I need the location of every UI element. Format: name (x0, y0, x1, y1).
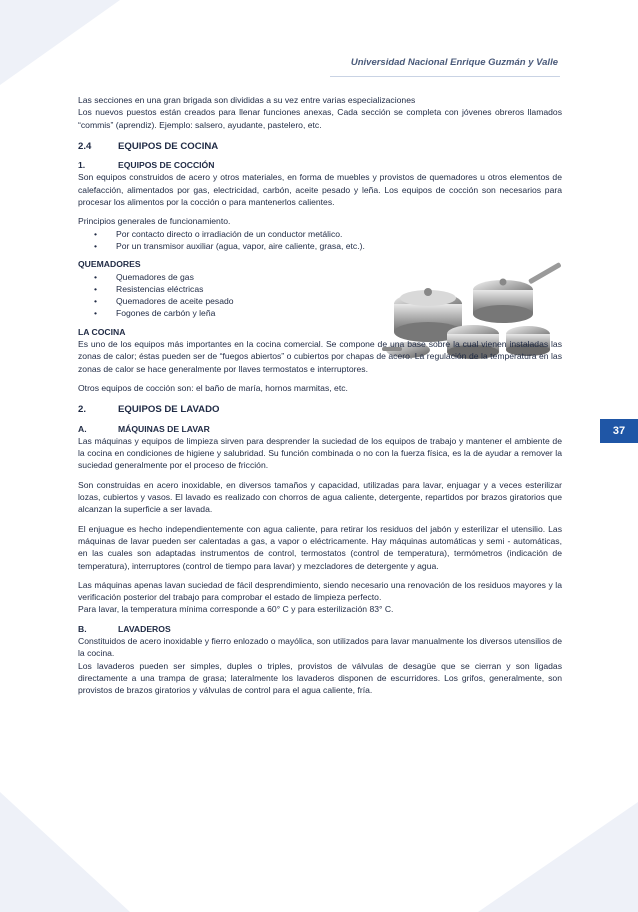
page-number-badge: 37 (600, 419, 638, 443)
maquinas-paragraph-3: El enjuague es hecho independientemente con agua caliente, para retirar los residuos del jabón y esterilizar el utensilio. Las máquinas de lavar pueden ser calentadas a gas, a vapor o eléctricamente. Hay máquinas automáticas y semi - automáticas, en las cuales son adaptadas instrumentos de control, termostatos (control de temperatura), termómetros (indicación de temperatura), interruptores (control de tiempo para lavar) y mezcladores de detergente y agua. (78, 523, 562, 571)
subsection-heading-maquinas (78, 423, 562, 435)
maquinas-paragraph-5: Para lavar, la temperatura mínima corresponde a 60° C y para esterilización 83° C. (78, 604, 394, 615)
page-content (78, 94, 562, 703)
lavaderos-paragraph-1: Constituidos de acero inoxidable y fierro enlozado o mayólica, son utilizados para lavar manualmente los diversos utensilios de la cocina. (78, 635, 562, 659)
subsection-heading-coccion (78, 159, 562, 171)
la-cocina-others: Otros equipos de cocción son: el baño de maría, hornos marmitas, etc. (78, 382, 348, 393)
subsection-number: B. (78, 623, 87, 634)
intro-paragraph-1: Las secciones en una gran brigada son divididas a su vez entre varias especializaciones (78, 95, 416, 105)
subsection-number: 1. (78, 160, 86, 171)
background-shape-bottom-right (478, 802, 638, 912)
list-item: • Por contacto directo o irradiación de un conductor metálico. (78, 228, 562, 240)
subsection-title: EQUIPOS DE COCCIÓN (118, 160, 215, 171)
section-heading-2-4 (78, 141, 562, 153)
coccion-body: Son equipos construidos de acero y otros materiales, en forma de muebles y provistos de quemadores u otros elementos de calefacción, alimentados por gas, electricidad, carbón, aceite pesado y leña. Los equipos de cocción son necesarios para procesar los alimentos por la cocción o para mantenerlos calientes. (78, 172, 562, 208)
principles-title: Principios generales de funcionamiento. (78, 216, 231, 227)
maquinas-paragraph-1: Las máquinas y equipos de limpieza sirven para desprender la suciedad de los equipos de trabajo y mantener el ambiente de la cocina en condiciones de higiene y salubridad. Su función combinada o no con la fuerza física, es la de ayudar a remover la suciedad generalmente por el proceso de fricción. (78, 435, 562, 471)
subsection-title: MÁQUINAS DE LAVAR (118, 423, 210, 434)
list-item: • Por un transmisor auxiliar (agua, vapor, aire caliente, grasa, etc.). (78, 240, 562, 252)
lavaderos-paragraph-2: Los lavaderos pueden ser simples, duples o triples, provistos de válvulas de desagüe que se cierran y son ligadas directamente a una trampa de grasa; lateralmente los lavaderos disponen de escurridores. Los grifos, generalmente, son provistos de brazos giratorios y válvulas de control para el agua caliente, fría. (78, 660, 562, 696)
section-title: EQUIPOS DE COCINA (118, 140, 219, 152)
background-shape-top-left (0, 0, 120, 85)
list-item: • Fogones de carbón y leña (78, 307, 562, 319)
principles-list (78, 228, 562, 253)
la-cocina-body: Es uno de los equipos más importantes en la cocina comercial. Se compone de una base sobre la cual vienen instaladas las zonas de calor; éstas pueden ser de “fuegos abiertos” o cubiertos por chapas de acero. La regulación de la temperatura en las zonas de calor se hace generalmente por llaves termostatos e interruptores. (78, 339, 562, 374)
maquinas-paragraph-2: Son construidas en acero inoxidable, en diversos tamaños y capacidad, utilizadas para lavar, enjuagar y a veces esterilizar lozas, cubiertos y vasos. El lavado es realizado con chorros de agua caliente, detergente, repartidos por brazos giratorios que alcanzan la superficie a ser lavada. (78, 479, 562, 515)
subsection-title: LAVADEROS (118, 623, 171, 634)
page-header-institution: Universidad Nacional Enrique Guzmán y Valle (350, 57, 558, 68)
quemadores-list (78, 271, 562, 320)
intro-paragraph-2: Los nuevos puestos están creados para llenar funciones anexas, Cada sección se completa con jóvenes obreros llamados “commis” (aprendiz). Ejemplo: salsero, ayudante, pastelero, etc. (78, 107, 562, 130)
subsection-heading-lavaderos (78, 623, 562, 635)
la-cocina-title: LA COCINA (78, 326, 126, 337)
list-item: • Resistencias eléctricas (78, 283, 562, 295)
maquinas-paragraph-4: Las máquinas apenas lavan suciedad de fácil desprendimiento, siendo necesario una renovación de los residuos mayores y la verificación posterior del trabajo para comprobar el estado de limpieza perfecto. (78, 579, 562, 603)
list-item: • Quemadores de aceite pesado (78, 295, 562, 307)
section-number: 2.4 (78, 140, 92, 152)
background-shape-bottom-left (0, 792, 130, 912)
header-divider (330, 76, 560, 77)
list-item: • Quemadores de gas (78, 271, 562, 283)
section-number: 2. (78, 404, 87, 416)
subsection-number: A. (78, 423, 87, 434)
quemadores-title: QUEMADORES (78, 259, 141, 270)
section-heading-2 (78, 404, 562, 416)
section-title: EQUIPOS DE LAVADO (118, 404, 220, 416)
